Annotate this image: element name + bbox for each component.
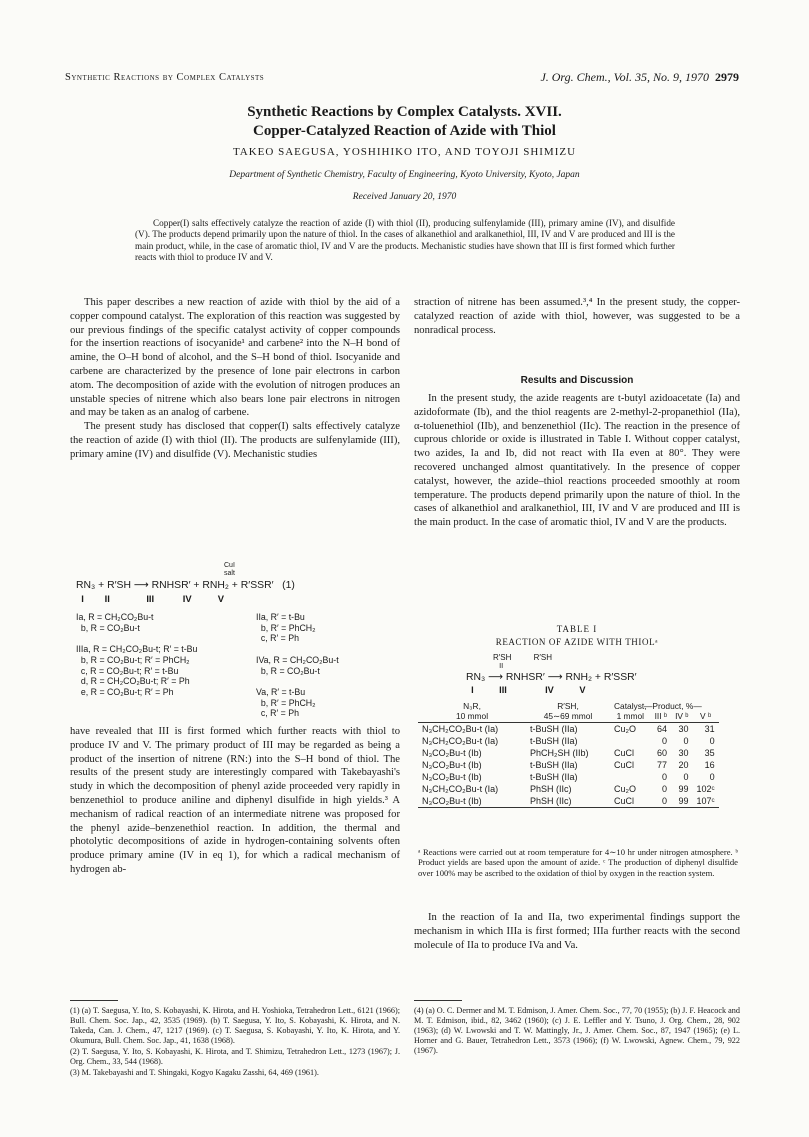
- cell-v: 0: [709, 772, 715, 783]
- cell-catalyst: CuCl: [614, 796, 635, 807]
- table-row: [418, 783, 719, 795]
- table-row: [418, 771, 719, 783]
- col-v: V ᵇ: [700, 710, 712, 721]
- scheme-reagents: R′SH R′SH: [493, 653, 553, 662]
- cell-catalyst: Cu₂O: [614, 784, 636, 795]
- page-number: 2979: [715, 70, 739, 84]
- compound-definitions-left: Ia, R = CH₂CO₂Bu-t b, R = CO₂Bu-t IIIa, R = CH₂CO₂Bu-t; R′ = t-Bu b, R = CO₂Bu-t; R′ = PhCH₂ c, R = CO₂Bu-t; R′ = t-Bu d, R = CH₂CO₂Bu-t; R′ = Ph e, R = CO₂Bu-t; R′ = Ph: [76, 612, 198, 697]
- paragraph-present-study: The present study has disclosed that copper(I) salts effectively catalyze the reaction of azide (I) with thiol (II). The products are sulfenylamide (III), primary amine (IV) and disulfide (V). Mechanistic studies: [70, 421, 400, 460]
- cell-catalyst: Cu₂O: [614, 724, 636, 735]
- received-date: Received January 20, 1970: [352, 192, 457, 202]
- table-title: REACTION OF AZIDE WITH THIOLᵃ: [495, 637, 659, 647]
- equation-catalyst: CuI salt: [224, 562, 235, 577]
- footnote-4: (4) (a) O. C. Dermer and M. T. Edmison, J. Amer. Chem. Soc., 77, 70 (1955); (b) J. F. Heacock and M. T. Edmison, ibid., 82, 3462 (1960); (c) J. E. Leffler and Y. Tsuno, J. Org. Chem., 28, 902 (1963); (d) W. Lwowski and T. W. Mattingly, Jr., J. Amer. Chem. Soc., 87, 1947 (1965); (e) L. Horner and G. Bauer, Tetrahedron Lett., 3573 (1966); (f) W. Lwowski, Agnew. Chem., 79, 922 (1967).: [414, 1006, 740, 1055]
- cell-azide: N₃CH₂CO₂Bu-t (Ia): [422, 736, 499, 747]
- abstract: Copper(I) salts effectively catalyze the reaction of azide (I) with thiol (II), producing sulfenylamide (III), primary amine (IV), and disulfide (V). The products depend primarily upon the nature of thiol. In the cases of alkanethiol and aralkanethiol, III, IV and V are produced and III is the main product, while, in the case of aromatic thiol, IV and V are the products. Mechanistic studies have shown that III is first formed which further reacts with thiol to produce IV and V.: [135, 218, 675, 263]
- col-catalyst: Catalyst, 1 mmol: [614, 701, 647, 721]
- cell-catalyst: CuCl: [614, 760, 635, 771]
- scheme-reagent-label: II: [497, 661, 504, 670]
- cell-iv: 0: [683, 772, 689, 783]
- cell-iii: 64: [657, 724, 668, 735]
- cell-iv: 30: [678, 724, 689, 735]
- cell-thiol: t-BuSH (IIa): [530, 772, 578, 783]
- table-label: TABLE I: [556, 624, 598, 634]
- cell-iv: 0: [683, 736, 689, 747]
- footnote-3: (3) M. Takebayashi and T. Shingaki, Kogyo Kagaku Zasshi, 64, 469 (1961).: [70, 1068, 319, 1077]
- cell-iv: 20: [678, 760, 689, 771]
- equation-1-labels: I II III IV V: [76, 593, 224, 604]
- cell-thiol: t-BuSH (IIa): [530, 736, 578, 747]
- paragraph-nitrene: straction of nitrene has been assumed.³,⁴ In the present study, the copper-catalyzed reaction of azide with thiol, however, was suggested to be a nonradical process.: [414, 297, 740, 336]
- col-thiol: R′SH, 45∼69 mmol: [543, 701, 593, 721]
- cell-catalyst: CuCl: [614, 748, 635, 759]
- title-line-1: Synthetic Reactions by Complex Catalysts. XVII.: [247, 104, 562, 120]
- cell-iii: 77: [657, 760, 668, 771]
- cell-thiol: PhSH (IIc): [530, 796, 572, 807]
- footnotes-left: [70, 1006, 400, 1079]
- table-row: [418, 759, 719, 771]
- table-row: [418, 723, 719, 736]
- cell-azide: N₃CH₂CO₂Bu-t (Ia): [422, 784, 499, 795]
- equation-1: RN₃ + R′SH ⟶ RNHSR′ + RNH₂ + R′SSR′ (1): [76, 580, 295, 591]
- cell-azide: N₃CO₂Bu-t (Ib): [422, 760, 482, 771]
- running-title: Synthetic Reactions by Complex Catalysts: [65, 72, 265, 83]
- footnote-1: (1) (a) T. Saegusa, Y. Ito, S. Kobayashi, K. Hirota, and H. Yoshioka, Tetrahedron Lett., 6121 (1966); Bull. Chem. Soc. Jap., 42, 3535 (1969). (b) T. Saegusa, Y. Ito, S. Kobayashi, K. Hirota, and N. Takeda, Can. J. Chem., 47, 1217 (1969). (c) T. Saegusa, S. Kobayashi, Y. Ito, K. Hirota, and Y. Okumura, Bull. Chem. Soc. Jap., 41, 1638 (1968).: [70, 1006, 400, 1045]
- footnote-rule-right: [414, 1000, 462, 1001]
- paragraph-ia-iia: In the reaction of Ia and IIa, two experimental findings support the mechanism in which IIIa is first formed; IIIa further reacts with the second molecule of IIa to produce IVa and Va.: [414, 912, 740, 951]
- cell-azide: N₃CO₂Bu-t (Ib): [422, 748, 482, 759]
- affiliation: Department of Synthetic Chemistry, Faculty of Engineering, Kyoto University, Kyoto, Japan: [229, 170, 580, 180]
- title-line-2: Copper-Catalyzed Reaction of Azide with Thiol: [253, 123, 556, 139]
- cell-thiol: t-BuSH (IIa): [530, 760, 578, 771]
- journal-name: J. Org. Chem., Vol. 35, No. 9, 1970: [540, 70, 709, 84]
- cell-v: 35: [704, 748, 715, 759]
- cell-thiol: t-BuSH (IIa): [530, 724, 578, 735]
- product-header: —Product, %—: [644, 701, 702, 711]
- col-iv: IV ᵇ: [675, 710, 689, 721]
- paragraph-results: In the present study, the azide reagents are t-butyl azidoacetate (Ia) and azidoformate (Ib), and the thiol reagents are 2-methyl-2-propanethiol (IIa), α-toluenethiol (IIb), and benzenethiol (IIc). The reaction in the presence of cuprous chloride or oxide is illustrated in Table I. Without copper catalyst, two azides, Ia and Ib, did not react with IIa even at 80°. They were recovered unchanged almost quantitatively. In the presence of copper catalyst, however, the azide–thiol reactions proceeded smoothly at room temperature. The products depend primarily upon the nature of thiol. In the cases of alkanethiol and aralkanethiol, III, IV and V are produced and III is the main product. In the case of aromatic thiol, IV and V are the products.: [414, 393, 740, 529]
- cell-azide: N₃CO₂Bu-t (Ib): [422, 796, 482, 807]
- cell-iii: 0: [662, 772, 668, 783]
- right-column-top: [414, 296, 740, 337]
- right-column-bottom: [414, 911, 740, 952]
- table-row: [418, 735, 719, 747]
- scheme-labels: I III IV V: [466, 685, 586, 695]
- table-row: [418, 747, 719, 759]
- cell-iv: 30: [678, 748, 689, 759]
- cell-v: 102ᶜ: [696, 784, 715, 795]
- cell-v: 0: [709, 736, 715, 747]
- cell-iii: 0: [662, 796, 668, 807]
- cell-catalyst: [610, 771, 651, 783]
- cell-v: 16: [704, 760, 715, 771]
- table-1-grid: [418, 701, 719, 808]
- authors: TAKEO SAEGUSA, YOSHIHIKO ITO, AND TOYOJI SHIMIZU: [232, 146, 577, 158]
- cell-iv: 99: [678, 796, 689, 807]
- col-iii: III ᵇ: [654, 710, 668, 721]
- paragraph-mechanism: have revealed that III is first formed which further reacts with thiol to produce IV and V. The primary product of III may be regarded as being a product of the insertion of nitrene (RN:) into the S–H bond of thiol. The results of the present study are interestingly compared with Takebayashi's study in which the decomposition of phenyl azide proceeded very rapidly in benzenethiol to produce aniline and diphenyl disulfide in high yields.³ A mechanism of radical reaction of an intermediate nitrene was proposed for the phenyl azide–benzenethiol reaction. In addition, the thermal and photolytic decompositions of azide in hydrogen-containing solvents often produce primary amine (IV in eq 1), for which a radical mechanism of hydrogen ab-: [70, 726, 400, 875]
- right-column-results: [414, 392, 740, 530]
- cell-azide: N₃CH₂CO₂Bu-t (Ia): [422, 724, 499, 735]
- left-column-continued: [70, 725, 400, 877]
- cell-iii: 0: [662, 736, 668, 747]
- paragraph-intro: This paper describes a new reaction of azide with thiol by the aid of a copper compound catalyst. The exploration of this reaction was suggested by our previous findings of the specific catalyst activity of copper compounds for the insertion reactions of isocyanide¹ and carbene² into the N–H bond of amine, the O–H bond of alcohol, and the S–H bond of thiol. Isocyanide and carbene are characterized by the presence of lone pair electrons in carbon atom. The decomposition of azide with the evolution of nitrogen produces an unstable species of nitrene which also bears lone pair electrons in nitrogen and may be taken as an analog of carbene.: [70, 297, 400, 419]
- journal-citation: [540, 70, 739, 85]
- cell-iii: 0: [662, 784, 668, 795]
- compound-definitions-right: IIa, R′ = t-Bu b, R′ = PhCH₂ c, R′ = Ph IVa, R = CH₂CO₂Bu-t b, R = CO₂Bu-t Va, R′ = t-Bu b, R′ = PhCH₂ c, R′ = Ph: [256, 612, 339, 719]
- cell-v: 31: [704, 724, 715, 735]
- cell-thiol: PhCH₂SH (IIb): [530, 748, 589, 759]
- section-heading: Results and Discussion: [520, 375, 634, 386]
- footnote-2: (2) T. Saegusa, Y. Ito, S. Kobayashi, K. Hirota, and T. Shimizu, Tetrahedron Lett., 1273 (1967); J. Org. Chem., 33, 544 (1968).: [70, 1047, 400, 1066]
- cell-iv: 99: [678, 784, 689, 795]
- cell-v: 107ᶜ: [696, 796, 715, 807]
- table-1: [418, 701, 719, 808]
- cell-iii: 60: [657, 748, 668, 759]
- cell-azide: N₃CO₂Bu-t (Ib): [422, 772, 482, 783]
- scheme-line: RN₃ ⟶ RNHSR′ ⟶ RNH₂ + R′SSR′: [466, 672, 637, 683]
- table-row: [418, 795, 719, 808]
- col-azide: N₃R, 10 mmol: [455, 701, 489, 721]
- table-notes: ᵃ Reactions were carried out at room temperature for 4∼10 hr under nitrogen atmosphere. ᵇ Product yields are based upon the amount of azide. ᶜ The production of diphenyl disulfide over 100% may be ascribed to the oxidation of thiol by oxygen in the reaction system.: [418, 847, 738, 878]
- left-column-intro: [70, 296, 400, 462]
- cell-catalyst: [610, 735, 651, 747]
- footnote-rule: [70, 1000, 118, 1001]
- cell-thiol: PhSH (IIc): [530, 784, 572, 795]
